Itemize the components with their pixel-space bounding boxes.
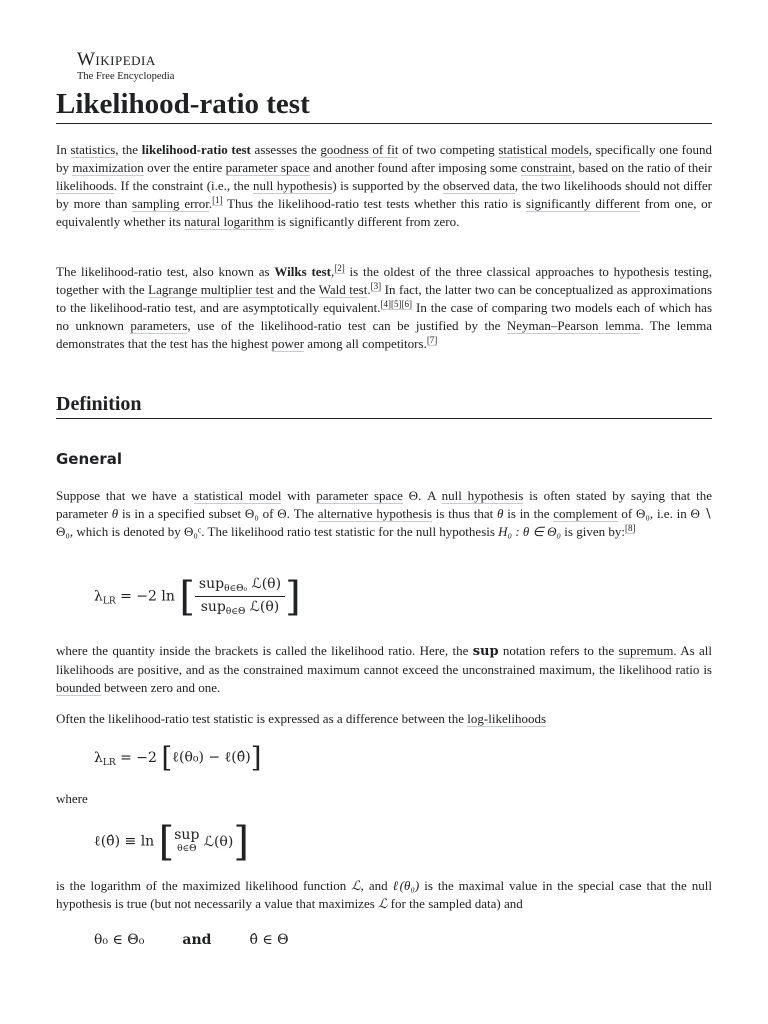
reference-3[interactable]: [3] bbox=[370, 280, 382, 291]
link-power[interactable]: power bbox=[271, 336, 305, 351]
page-title: Likelihood-ratio test bbox=[56, 86, 712, 124]
text: Thus the likelihood-ratio test tests whether this ratio is bbox=[222, 196, 526, 211]
bold-term: likelihood-ratio test bbox=[141, 142, 251, 157]
text: , and bbox=[360, 878, 393, 893]
text: is the logarithm of the maximized likelihood function bbox=[56, 878, 352, 893]
math-theta: θ bbox=[111, 506, 119, 521]
text: notation refers to the bbox=[498, 643, 619, 658]
text: over the entire bbox=[143, 160, 226, 175]
text: . bbox=[367, 282, 371, 297]
text: Often the likelihood-ratio test statistic is expressed as a difference between the bbox=[56, 711, 468, 726]
eq-lambda-sub: LR bbox=[102, 596, 116, 607]
text: between zero and one. bbox=[100, 680, 221, 695]
text: is given by: bbox=[561, 524, 625, 539]
right-bracket: ] bbox=[233, 819, 249, 865]
text: and the bbox=[273, 282, 319, 297]
text: is in a specified subset Θ₀ of Θ. The bbox=[118, 506, 318, 521]
eq-tail: ℒ(θ) bbox=[199, 834, 234, 850]
math-sup: sup bbox=[472, 644, 499, 659]
link-natural-logarithm[interactable]: natural logarithm bbox=[184, 214, 275, 229]
text: In bbox=[56, 142, 71, 157]
sup-op: sup bbox=[174, 827, 200, 843]
den-tail: ℒ(θ) bbox=[245, 599, 280, 615]
text: , the two likelihoods should not differ by more than bbox=[56, 178, 713, 211]
reference-8[interactable]: [8] bbox=[624, 522, 636, 533]
fraction-denominator bbox=[195, 597, 285, 617]
intro-paragraph-1 bbox=[56, 141, 712, 231]
sup-sub: θ∈Θ bbox=[177, 844, 197, 854]
left-bracket: [ bbox=[179, 573, 195, 620]
link-significantly-different[interactable]: significantly different bbox=[525, 196, 640, 211]
text: from one, or equivalently whether its bbox=[56, 196, 712, 229]
right-bracket: ] bbox=[285, 573, 301, 620]
link-null-hypothesis[interactable]: null hypothesis bbox=[441, 488, 524, 503]
link-maximization[interactable]: maximization bbox=[72, 160, 144, 175]
num-tail: ℒ(θ) bbox=[247, 576, 282, 592]
intro-paragraph-2 bbox=[56, 263, 712, 353]
equation-log-likelihood-difference bbox=[94, 741, 262, 774]
right-bracket: ] bbox=[250, 741, 262, 774]
subsection-heading-general: General bbox=[56, 450, 122, 468]
link-statistical-models[interactable]: statistical models bbox=[498, 142, 589, 157]
link-sampling-error[interactable]: sampling error bbox=[132, 196, 209, 211]
definition-paragraph-2 bbox=[56, 642, 712, 697]
math-script-l: ℒ bbox=[378, 896, 388, 911]
equation-likelihood-ratio bbox=[94, 573, 301, 620]
sup-op: sup bbox=[200, 599, 226, 615]
eq-inner: ℓ(θ₀) − ℓ(θ̂) bbox=[172, 749, 251, 766]
link-statistical-model[interactable]: statistical model bbox=[194, 488, 282, 503]
link-neyman-pearson-lemma[interactable]: Neyman–Pearson lemma bbox=[506, 318, 641, 333]
link-goodness-of-fit[interactable]: goodness of fit bbox=[320, 142, 399, 157]
text: ) is supported by the bbox=[332, 178, 443, 193]
link-observed-data[interactable]: observed data bbox=[442, 178, 515, 193]
text: assesses the bbox=[250, 142, 321, 157]
text: , specifically one found by bbox=[56, 142, 712, 175]
link-parameters[interactable]: parameters bbox=[130, 318, 188, 333]
eq-operator: = −2 bbox=[115, 750, 162, 766]
wikipedia-logo[interactable] bbox=[77, 50, 174, 83]
text: , use of the likelihood-ratio test can be justified by the bbox=[187, 318, 507, 333]
link-log-likelihoods[interactable]: log-likelihoods bbox=[467, 711, 547, 726]
eq-theta0-in-set: θ₀ ∈ Θ₀ bbox=[94, 932, 145, 948]
text: . bbox=[208, 196, 213, 211]
link-parameter-space[interactable]: parameter space bbox=[316, 488, 403, 503]
text: , the bbox=[115, 142, 142, 157]
logo-tagline: The Free Encyclopedia bbox=[77, 71, 175, 82]
link-lagrange-multiplier-test[interactable]: Lagrange multiplier test bbox=[148, 282, 274, 297]
fraction bbox=[195, 576, 285, 617]
text: with bbox=[281, 488, 317, 503]
left-bracket: [ bbox=[161, 741, 173, 774]
link-wald-test[interactable]: Wald test bbox=[318, 282, 368, 297]
text: , based on the ratio of their bbox=[571, 160, 712, 175]
eq-lambda-sub: LR bbox=[102, 758, 116, 768]
link-null-hypothesis[interactable]: null hypothesis bbox=[253, 178, 333, 193]
eq-lambda: λ bbox=[94, 588, 103, 605]
text: where the quantity inside the brackets is called the likelihood ratio. Here, the bbox=[56, 643, 473, 658]
math-h0: H₀ : θ ∈ Θ₀ bbox=[498, 524, 562, 539]
eq-thetahat-in-set: θ̂ ∈ Θ bbox=[249, 932, 289, 948]
sup-with-subscript bbox=[174, 828, 199, 856]
link-complement[interactable]: complement bbox=[553, 506, 618, 521]
reference-1[interactable]: [1] bbox=[212, 194, 223, 205]
eq-lhs: ℓ(θ̂) ≡ ln bbox=[94, 833, 159, 850]
fraction-numerator bbox=[195, 576, 285, 597]
link-supremum[interactable]: supremum bbox=[618, 643, 674, 658]
text: Θ. A bbox=[402, 488, 442, 503]
text: among all competitors. bbox=[304, 336, 427, 351]
text: is often stated by saying that the parameter bbox=[56, 488, 712, 521]
text: . The lemma demonstrates that the test has the highest bbox=[56, 318, 713, 351]
section-heading-definition: Definition bbox=[56, 390, 712, 419]
definition-paragraph-4 bbox=[56, 877, 712, 913]
link-parameter-space[interactable]: parameter space bbox=[225, 160, 310, 175]
text: for the sampled data) and bbox=[387, 896, 523, 911]
text: In fact, the latter two can be conceptualized as approximations to the likelihood-ratio test, and are asymptotically equivalent. bbox=[56, 282, 713, 315]
sup-sub: θ∈Θ₀ bbox=[224, 584, 248, 594]
word-where: where bbox=[56, 791, 88, 806]
text: In the case of comparing two models each of which has no unknown bbox=[56, 300, 712, 333]
logo-wordmark: Wikipedia bbox=[77, 49, 156, 70]
reference-2[interactable]: [2] bbox=[334, 262, 345, 273]
text: is thus that bbox=[432, 506, 498, 521]
math-ell-theta0: ℓ(θ₀) bbox=[392, 878, 420, 893]
text: is significantly different from zero. bbox=[274, 214, 460, 229]
equation-parameter-sets bbox=[94, 932, 289, 948]
eq-lambda: λ bbox=[94, 750, 103, 766]
eq-and: and bbox=[182, 932, 212, 948]
math-script-l: ℒ bbox=[351, 878, 361, 893]
link-constraint[interactable]: constraint bbox=[520, 160, 572, 175]
text: Suppose that we have a bbox=[56, 488, 195, 503]
text: of Θ₀, i.e. in Θ ∖ Θ₀, which is denoted by Θ₀ᶜ. The likelihood ratio test statistic for the null hypothesis bbox=[56, 506, 712, 539]
eq-operator: = −2 ln bbox=[115, 588, 180, 605]
definition-paragraph-1 bbox=[56, 487, 712, 541]
sup-sub: θ∈Θ bbox=[225, 607, 246, 617]
definition-paragraph-3 bbox=[56, 710, 712, 728]
reference-7[interactable]: [7] bbox=[426, 334, 438, 345]
text: . As all likelihoods are positive, and as the constrained maximum cannot exceed the unconstrained maximum, the likelihood ratio is bbox=[56, 643, 712, 677]
math-theta: θ bbox=[497, 506, 504, 521]
link-statistics[interactable]: statistics bbox=[70, 142, 116, 157]
text: is the oldest of the three classical approaches to hypothesis testing, together with the bbox=[56, 264, 713, 297]
equation-max-log-likelihood bbox=[94, 819, 249, 865]
text: . If the constraint (i.e., the bbox=[113, 178, 253, 193]
references-4-5-6[interactable]: [4][5][6] bbox=[380, 298, 413, 309]
text: is in the bbox=[503, 506, 554, 521]
bold-term: Wilks test bbox=[274, 264, 331, 279]
text: and another found after imposing some bbox=[309, 160, 521, 175]
link-likelihoods[interactable]: likelihoods bbox=[56, 178, 114, 193]
text: , bbox=[330, 264, 335, 279]
text: The likelihood-ratio test, also known as bbox=[56, 264, 275, 279]
sup-op: sup bbox=[198, 576, 225, 592]
text: is the maximal value in the special case that the null hypothesis is true (but not necessarily a value that maximizes bbox=[56, 878, 712, 911]
left-bracket: [ bbox=[158, 819, 175, 865]
text: of two competing bbox=[398, 142, 499, 157]
link-alternative-hypothesis[interactable]: alternative hypothesis bbox=[317, 506, 432, 521]
link-bounded[interactable]: bounded bbox=[56, 680, 101, 695]
